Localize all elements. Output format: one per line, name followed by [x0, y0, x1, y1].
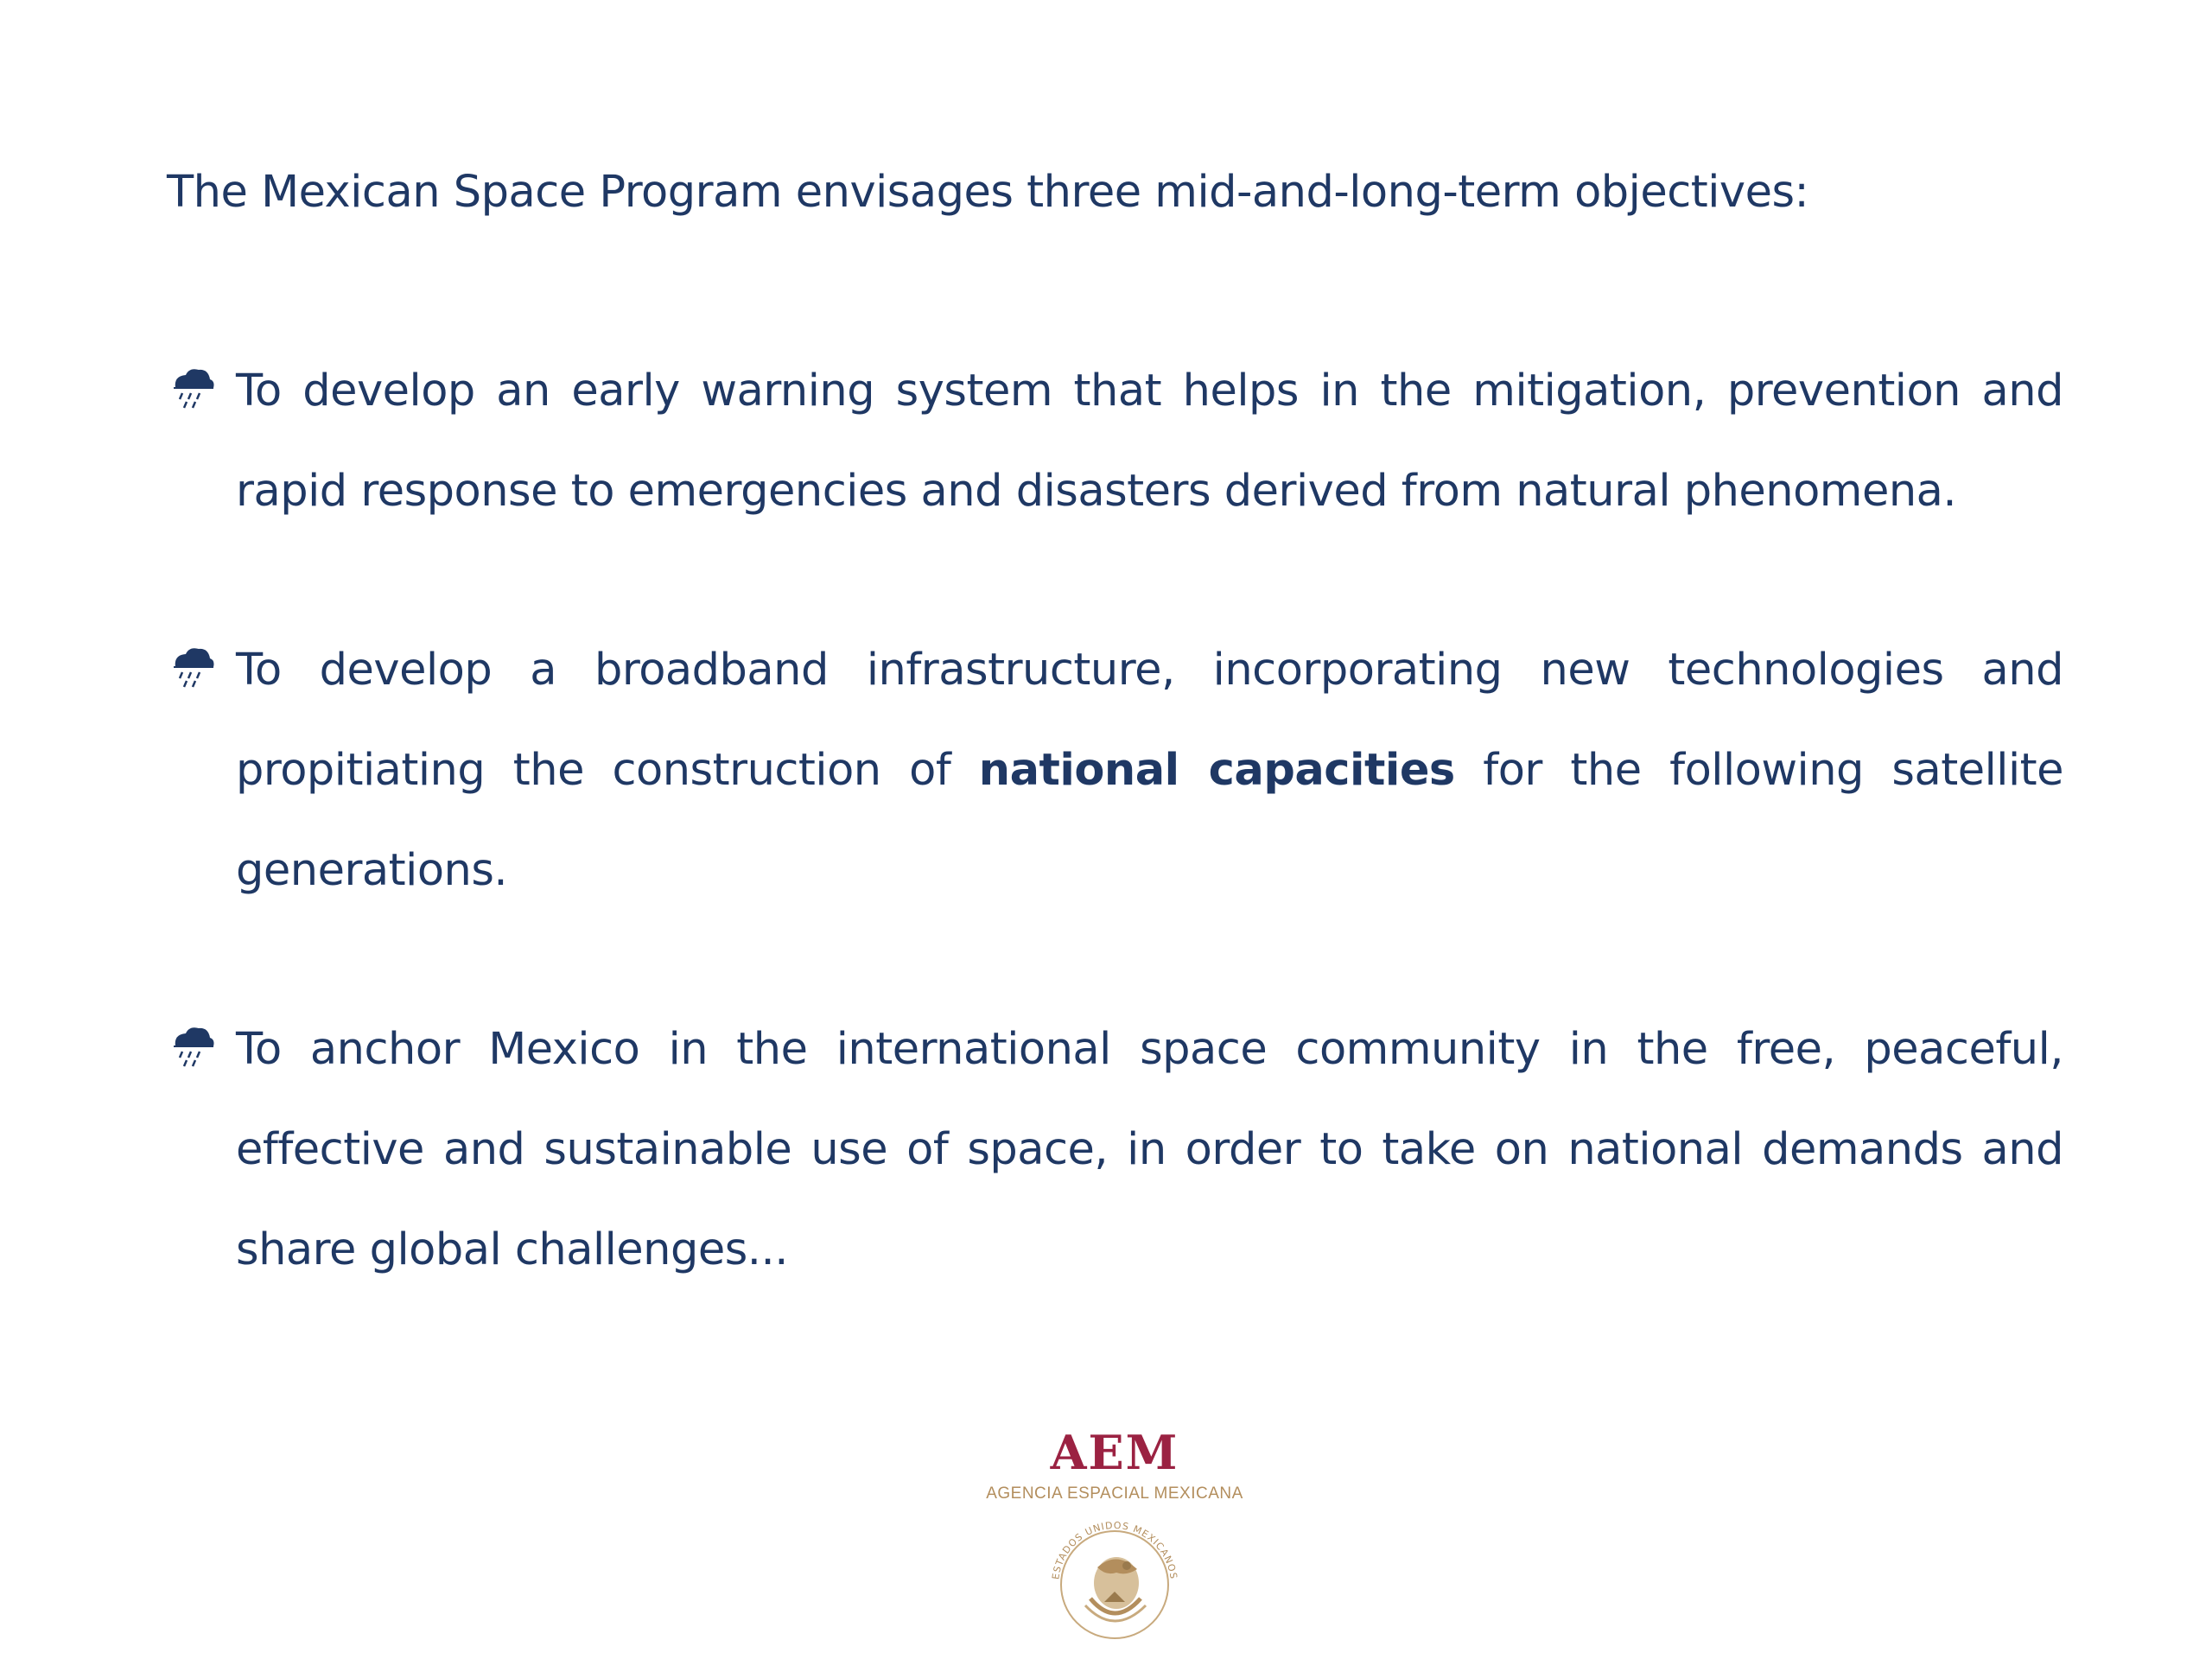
objective-item-1	[167, 341, 2063, 542]
national-seal-icon	[1037, 1516, 1192, 1645]
aem-logo	[976, 1426, 1253, 1642]
cloud-rain-icon	[170, 641, 215, 693]
objective-item-2	[167, 620, 2063, 921]
objective-item-3	[167, 1000, 2063, 1300]
cloud-rain-icon	[170, 362, 215, 414]
objective-bold-2: national capacities	[978, 745, 1455, 796]
objective-text-2: To develop a broadband infrastructure, incorporating new technologies and propitiating the construction of	[236, 645, 2063, 796]
intro-heading: The Mexican Space Program envisages three mid-and-long-term objectives:	[167, 167, 1809, 218]
seal-text: ESTADOS UNIDOS MEXICANOS	[1050, 1519, 1179, 1580]
objective-text-2-end: for the following satellite generations.	[236, 745, 2063, 896]
cloud-rain-icon	[170, 1020, 215, 1072]
objective-text-3: To anchor Mexico in the international space community in the free, peaceful, effective and sustainable use of space, in order to take on national demands and share global challenges...	[236, 1024, 2063, 1275]
logo-acronym: AEM	[1050, 1425, 1179, 1480]
logo-agency-name: AGENCIA ESPACIAL MEXICANA	[986, 1484, 1243, 1503]
objectives-list	[167, 341, 2068, 1300]
objective-text-1: To develop an early warning system that helps in the mitigation, prevention and rapid response to emergencies and disasters derived from natural phenomena.	[236, 365, 2063, 517]
